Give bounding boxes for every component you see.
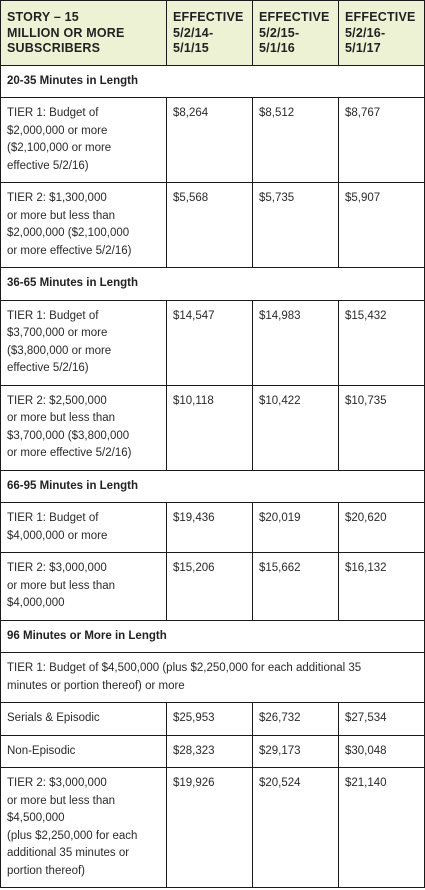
rate-cell: $14,983 [253,300,339,385]
rate-cell: $5,735 [253,183,339,268]
rate-cell: $27,534 [339,703,425,736]
rate-cell: $15,432 [339,300,425,385]
rate-cell: $16,132 [339,553,425,621]
rate-cell: $10,118 [167,385,253,470]
section-title: 96 Minutes or More in Length [1,620,425,653]
rate-cell: $8,264 [167,98,253,183]
table-row [1,385,425,470]
tier-label: TIER 2: $3,000,000 or more but less than $4,500,000 (plus $2,250,000 for each additional 35 minutes or portion thereof) [1,768,167,888]
table-row [1,98,425,183]
rate-cell: $10,735 [339,385,425,470]
rate-cell: $29,173 [253,735,339,768]
tier-note-row [1,653,425,703]
rate-cell: $21,140 [339,768,425,888]
tier-label: TIER 1: Budget of $2,000,000 or more ($2,100,000 or more effective 5/2/16) [1,98,167,183]
rate-cell: $19,926 [167,768,253,888]
rate-cell: $8,767 [339,98,425,183]
tier-label: TIER 2: $2,500,000 or more but less than $3,700,000 ($3,800,000 or more effective 5/2/16) [1,385,167,470]
section-heading [1,65,425,98]
rate-cell: $5,907 [339,183,425,268]
rate-cell: $20,620 [339,503,425,553]
section-title: 66-95 Minutes in Length [1,470,425,503]
header-category: STORY – 15 MILLION OR MORE SUBSCRIBERS [1,1,167,66]
rate-cell: $20,524 [253,768,339,888]
table-row [1,703,425,736]
rate-cell: $30,048 [339,735,425,768]
rate-cell: $28,323 [167,735,253,768]
table-row [1,183,425,268]
table-row [1,553,425,621]
rate-cell: $25,953 [167,703,253,736]
rate-cell: $26,732 [253,703,339,736]
tier-note: TIER 1: Budget of $4,500,000 (plus $2,250,000 for each additional 35 minutes or portion thereof) or more [1,653,425,703]
rate-cell: $5,568 [167,183,253,268]
tier-label: TIER 1: Budget of $3,700,000 or more ($3,800,000 or more effective 5/2/16) [1,300,167,385]
rate-cell: $15,206 [167,553,253,621]
rate-cell: $20,019 [253,503,339,553]
table-row [1,768,425,888]
table-row [1,300,425,385]
tier-label: TIER 2: $1,300,000 or more but less than $2,000,000 ($2,100,000 or more effective 5/2/16) [1,183,167,268]
table-row [1,735,425,768]
section-heading [1,268,425,301]
section-heading [1,470,425,503]
header-row [1,1,425,66]
tier-label: Non-Episodic [1,735,167,768]
header-period-2015: EFFECTIVE 5/2/15- 5/1/16 [253,1,339,66]
rate-cell: $15,662 [253,553,339,621]
rate-cell: $10,422 [253,385,339,470]
section-heading [1,620,425,653]
tier-label: TIER 1: Budget of $4,000,000 or more [1,503,167,553]
section-title: 20-35 Minutes in Length [1,65,425,98]
rate-cell: $8,512 [253,98,339,183]
section-title: 36-65 Minutes in Length [1,268,425,301]
rate-cell: $14,547 [167,300,253,385]
table-row [1,503,425,553]
tier-label: Serials & Episodic [1,703,167,736]
tier-label: TIER 2: $3,000,000 or more but less than $4,000,000 [1,553,167,621]
header-period-2014: EFFECTIVE 5/2/14- 5/1/15 [167,1,253,66]
rate-cell: $19,436 [167,503,253,553]
header-period-2016: EFFECTIVE 5/2/16- 5/1/17 [339,1,425,66]
